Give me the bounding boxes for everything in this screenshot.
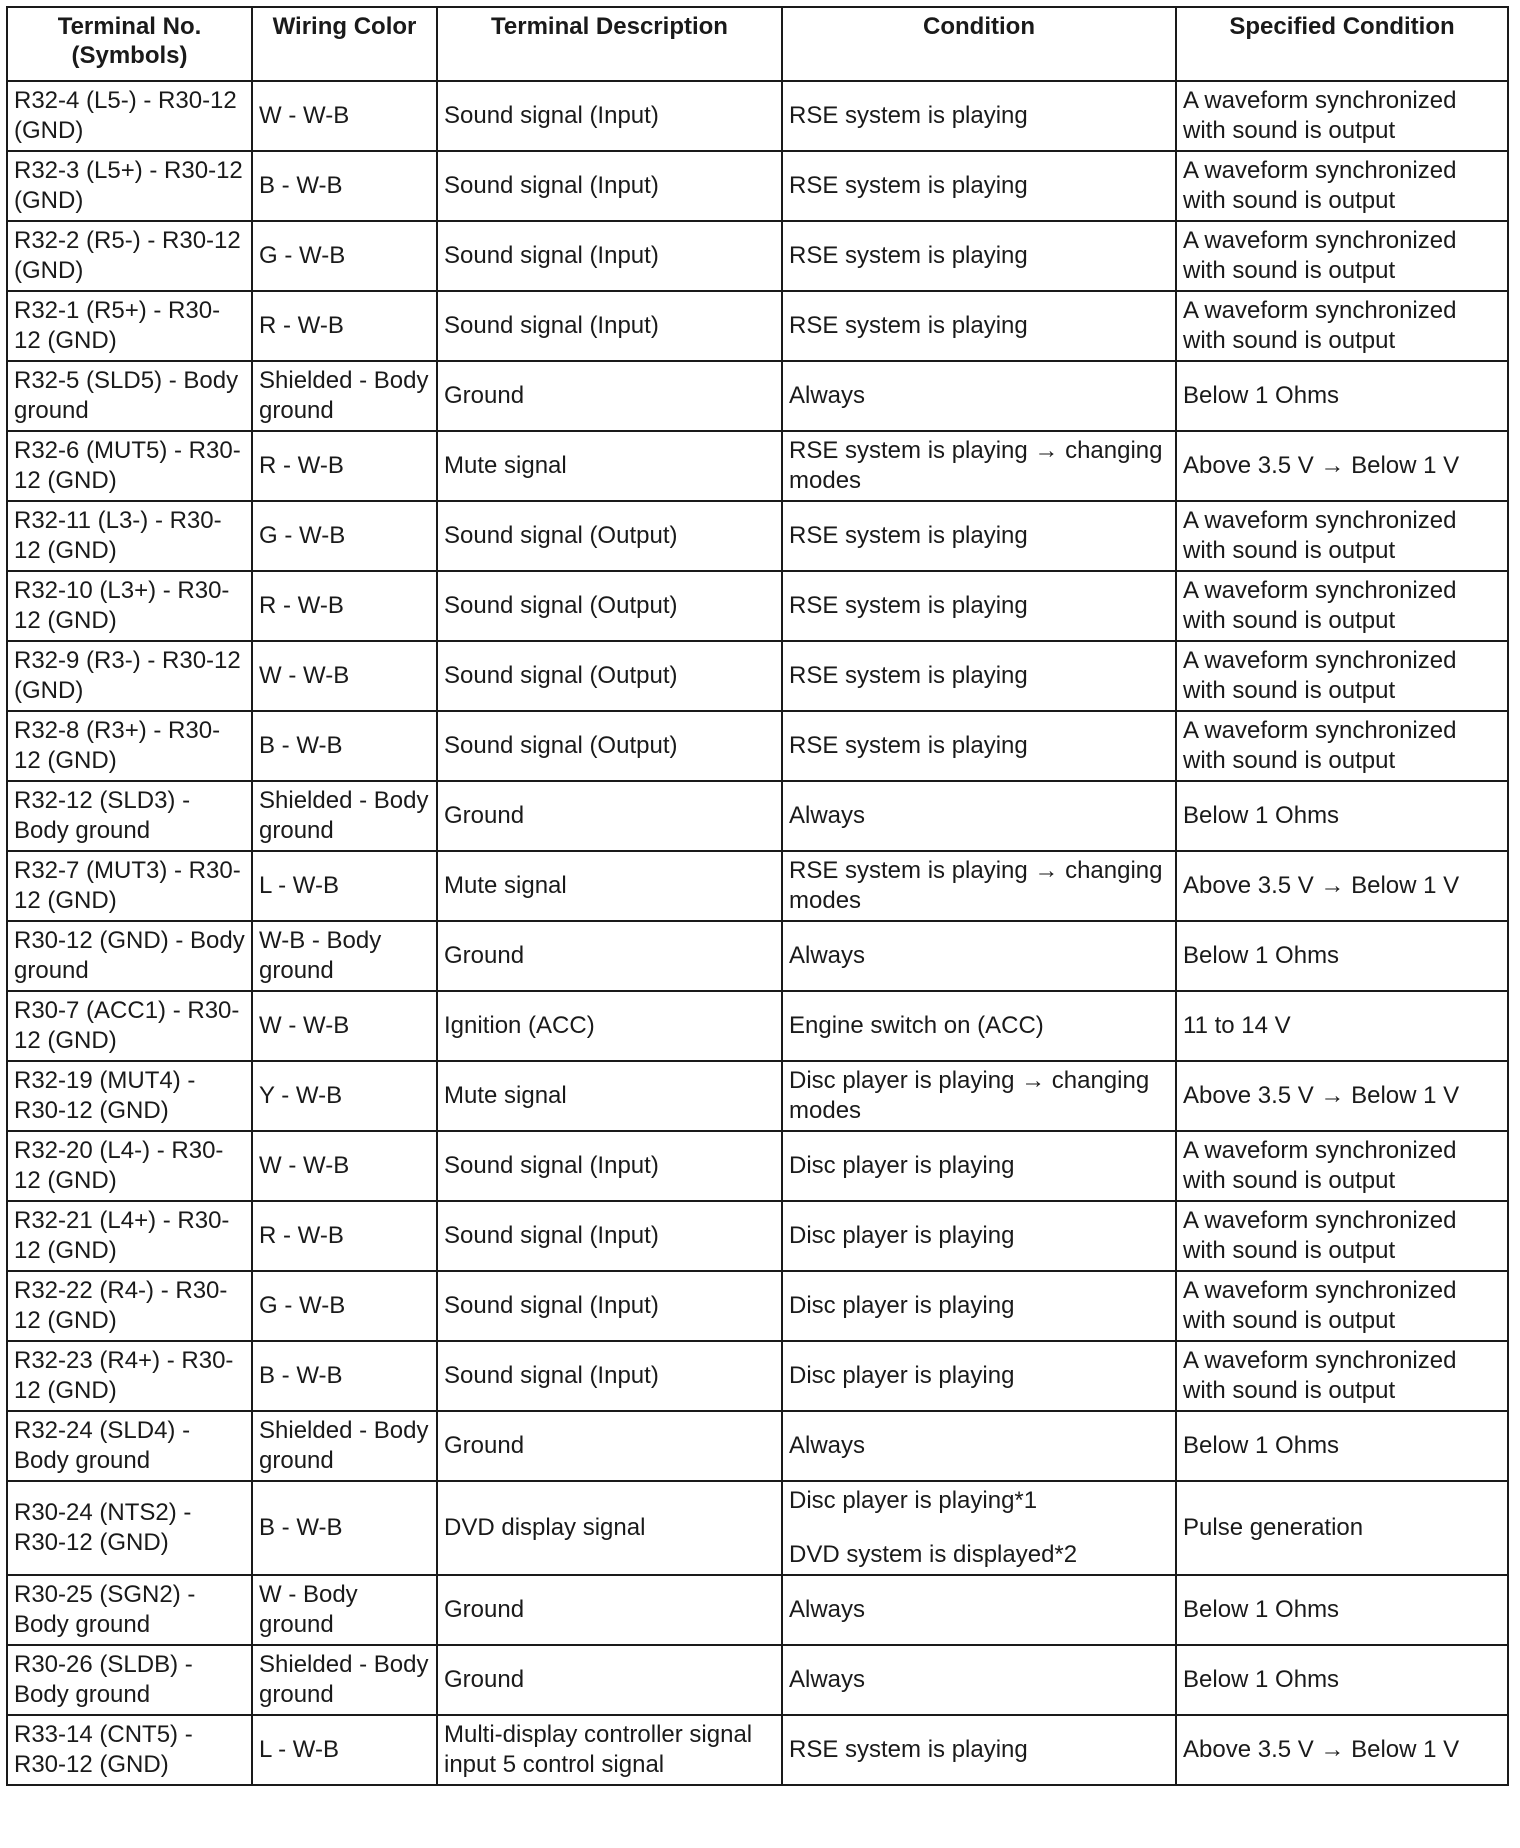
cell-specified-condition: A waveform synchronized with sound is output <box>1176 1131 1508 1201</box>
cell-wiring-color: G - W-B <box>252 1271 437 1341</box>
cell-terminal-no: R32-4 (L5-) - R30-12 (GND) <box>7 81 252 151</box>
terminal-table <box>6 6 1509 1786</box>
cell-wiring-color: B - W-B <box>252 1341 437 1411</box>
cell-specified-condition: Above 3.5 V → Below 1 V <box>1176 1715 1508 1785</box>
cell-specified-condition: A waveform synchronized with sound is output <box>1176 711 1508 781</box>
cell-terminal-no: R30-25 (SGN2) - Body ground <box>7 1575 252 1645</box>
cell-wiring-color: W - W-B <box>252 81 437 151</box>
cell-wiring-color: Y - W-B <box>252 1061 437 1131</box>
cell-condition: Disc player is playing <box>782 1131 1176 1201</box>
cell-wiring-color: Shielded - Body ground <box>252 361 437 431</box>
cell-terminal-no: R32-2 (R5-) - R30-12 (GND) <box>7 221 252 291</box>
cell-terminal-description: Ground <box>437 1645 782 1715</box>
cell-terminal-no: R32-6 (MUT5) - R30-12 (GND) <box>7 431 252 501</box>
cell-condition: RSE system is playing → changing modes <box>782 851 1176 921</box>
cell-wiring-color: L - W-B <box>252 1715 437 1785</box>
cell-terminal-description: Ignition (ACC) <box>437 991 782 1061</box>
cell-terminal-description: Multi-display controller signal input 5 control signal <box>437 1715 782 1785</box>
cell-terminal-no: R32-12 (SLD3) - Body ground <box>7 781 252 851</box>
cell-wiring-color: R - W-B <box>252 291 437 361</box>
cell-specified-condition: A waveform synchronized with sound is output <box>1176 641 1508 711</box>
cell-terminal-no: R30-7 (ACC1) - R30-12 (GND) <box>7 991 252 1061</box>
cell-wiring-color: B - W-B <box>252 151 437 221</box>
cell-wiring-color: Shielded - Body ground <box>252 781 437 851</box>
cell-specified-condition: Below 1 Ohms <box>1176 361 1508 431</box>
cell-specified-condition: A waveform synchronized with sound is output <box>1176 221 1508 291</box>
cell-specified-condition: Below 1 Ohms <box>1176 781 1508 851</box>
cell-terminal-no: R32-20 (L4-) - R30-12 (GND) <box>7 1131 252 1201</box>
cell-condition: RSE system is playing <box>782 291 1176 361</box>
cell-terminal-description: Ground <box>437 781 782 851</box>
cell-terminal-no: R32-8 (R3+) - R30-12 (GND) <box>7 711 252 781</box>
table-row <box>7 1411 1508 1481</box>
cell-condition: Disc player is playing <box>782 1341 1176 1411</box>
header-terminal-description: Terminal Description <box>437 7 782 81</box>
cell-specified-condition: Below 1 Ohms <box>1176 1411 1508 1481</box>
cell-wiring-color: W-B - Body ground <box>252 921 437 991</box>
cell-specified-condition: A waveform synchronized with sound is output <box>1176 1341 1508 1411</box>
cell-terminal-description: Sound signal (Output) <box>437 501 782 571</box>
cell-wiring-color: W - W-B <box>252 641 437 711</box>
cell-terminal-no: R32-9 (R3-) - R30-12 (GND) <box>7 641 252 711</box>
header-specified-condition: Specified Condition <box>1176 7 1508 81</box>
cell-wiring-color: B - W-B <box>252 1481 437 1575</box>
cell-condition: Engine switch on (ACC) <box>782 991 1176 1061</box>
cell-condition: RSE system is playing <box>782 711 1176 781</box>
cell-terminal-no: R32-5 (SLD5) - Body ground <box>7 361 252 431</box>
cell-condition: Always <box>782 361 1176 431</box>
cell-condition: RSE system is playing <box>782 501 1176 571</box>
table-row <box>7 81 1508 151</box>
cell-terminal-description: DVD display signal <box>437 1481 782 1575</box>
table-row <box>7 361 1508 431</box>
cell-wiring-color: W - W-B <box>252 1131 437 1201</box>
table-row <box>7 1645 1508 1715</box>
table-row <box>7 1715 1508 1785</box>
table-row <box>7 991 1508 1061</box>
cell-condition: Always <box>782 921 1176 991</box>
cell-wiring-color: W - Body ground <box>252 1575 437 1645</box>
cell-terminal-no: R30-12 (GND) - Body ground <box>7 921 252 991</box>
cell-terminal-description: Sound signal (Input) <box>437 151 782 221</box>
cell-terminal-description: Sound signal (Output) <box>437 711 782 781</box>
header-terminal-no: Terminal No. (Symbols) <box>7 7 252 81</box>
cell-condition: Disc player is playing <box>782 1271 1176 1341</box>
cell-wiring-color: L - W-B <box>252 851 437 921</box>
table-row <box>7 571 1508 641</box>
table-row <box>7 1481 1508 1575</box>
cell-terminal-description: Sound signal (Input) <box>437 1271 782 1341</box>
cell-terminal-description: Mute signal <box>437 1061 782 1131</box>
cell-condition: RSE system is playing <box>782 1715 1176 1785</box>
cell-terminal-no: R32-11 (L3-) - R30-12 (GND) <box>7 501 252 571</box>
cell-condition-line: DVD system is displayed*2 <box>789 1541 1078 1568</box>
cell-wiring-color: Shielded - Body ground <box>252 1411 437 1481</box>
cell-wiring-color: Shielded - Body ground <box>252 1645 437 1715</box>
cell-specified-condition: A waveform synchronized with sound is output <box>1176 81 1508 151</box>
cell-wiring-color: R - W-B <box>252 571 437 641</box>
cell-terminal-description: Sound signal (Input) <box>437 1341 782 1411</box>
cell-condition: RSE system is playing <box>782 641 1176 711</box>
cell-specified-condition: A waveform synchronized with sound is output <box>1176 1201 1508 1271</box>
cell-condition: RSE system is playing <box>782 221 1176 291</box>
cell-condition: Always <box>782 1411 1176 1481</box>
cell-wiring-color: B - W-B <box>252 711 437 781</box>
table-row <box>7 431 1508 501</box>
header-condition: Condition <box>782 7 1176 81</box>
cell-specified-condition: A waveform synchronized with sound is output <box>1176 1271 1508 1341</box>
cell-terminal-description: Mute signal <box>437 851 782 921</box>
table-row <box>7 781 1508 851</box>
cell-terminal-no: R32-22 (R4-) - R30-12 (GND) <box>7 1271 252 1341</box>
cell-terminal-description: Ground <box>437 1411 782 1481</box>
cell-specified-condition: A waveform synchronized with sound is output <box>1176 501 1508 571</box>
cell-specified-condition: Above 3.5 V → Below 1 V <box>1176 851 1508 921</box>
cell-terminal-description: Sound signal (Input) <box>437 221 782 291</box>
cell-condition: Always <box>782 1645 1176 1715</box>
cell-terminal-no: R32-23 (R4+) - R30-12 (GND) <box>7 1341 252 1411</box>
cell-specified-condition: Below 1 Ohms <box>1176 1575 1508 1645</box>
cell-wiring-color: R - W-B <box>252 431 437 501</box>
cell-condition: Always <box>782 1575 1176 1645</box>
cell-terminal-no: R33-14 (CNT5) - R30-12 (GND) <box>7 1715 252 1785</box>
cell-terminal-description: Sound signal (Output) <box>437 571 782 641</box>
cell-wiring-color: W - W-B <box>252 991 437 1061</box>
cell-terminal-description: Sound signal (Input) <box>437 1201 782 1271</box>
cell-terminal-no: R32-24 (SLD4) - Body ground <box>7 1411 252 1481</box>
cell-terminal-no: R32-19 (MUT4) - R30-12 (GND) <box>7 1061 252 1131</box>
table-row <box>7 1061 1508 1131</box>
cell-terminal-description: Sound signal (Output) <box>437 641 782 711</box>
cell-terminal-description: Sound signal (Input) <box>437 1131 782 1201</box>
cell-condition: RSE system is playing <box>782 571 1176 641</box>
table-row <box>7 151 1508 221</box>
cell-terminal-no: R32-10 (L3+) - R30-12 (GND) <box>7 571 252 641</box>
cell-specified-condition: A waveform synchronized with sound is output <box>1176 151 1508 221</box>
table-row <box>7 221 1508 291</box>
table-row <box>7 641 1508 711</box>
cell-condition: Disc player is playing <box>782 1201 1176 1271</box>
table-row <box>7 851 1508 921</box>
cell-specified-condition: Below 1 Ohms <box>1176 1645 1508 1715</box>
cell-terminal-description: Mute signal <box>437 431 782 501</box>
cell-terminal-description: Sound signal (Input) <box>437 291 782 361</box>
cell-condition <box>782 1481 1176 1575</box>
table-row <box>7 291 1508 361</box>
cell-specified-condition: Below 1 Ohms <box>1176 921 1508 991</box>
header-wiring-color: Wiring Color <box>252 7 437 81</box>
cell-condition: Disc player is playing → changing modes <box>782 1061 1176 1131</box>
cell-condition: RSE system is playing <box>782 151 1176 221</box>
cell-specified-condition: A waveform synchronized with sound is output <box>1176 571 1508 641</box>
cell-wiring-color: G - W-B <box>252 221 437 291</box>
cell-condition-line: Disc player is playing*1 <box>789 1487 1038 1514</box>
cell-terminal-no: R30-24 (NTS2) - R30-12 (GND) <box>7 1481 252 1575</box>
cell-terminal-no: R32-7 (MUT3) - R30-12 (GND) <box>7 851 252 921</box>
table-row <box>7 1341 1508 1411</box>
cell-specified-condition: Above 3.5 V → Below 1 V <box>1176 1061 1508 1131</box>
cell-condition: RSE system is playing → changing modes <box>782 431 1176 501</box>
cell-terminal-description: Ground <box>437 921 782 991</box>
cell-wiring-color: G - W-B <box>252 501 437 571</box>
cell-specified-condition: 11 to 14 V <box>1176 991 1508 1061</box>
table-body <box>7 81 1508 1785</box>
cell-terminal-no: R32-3 (L5+) - R30-12 (GND) <box>7 151 252 221</box>
header-row <box>7 7 1508 81</box>
table-row <box>7 1131 1508 1201</box>
cell-specified-condition: Pulse generation <box>1176 1481 1508 1575</box>
table-row <box>7 1201 1508 1271</box>
cell-terminal-description: Sound signal (Input) <box>437 81 782 151</box>
table-row <box>7 1271 1508 1341</box>
cell-terminal-no: R32-1 (R5+) - R30-12 (GND) <box>7 291 252 361</box>
cell-terminal-no: R30-26 (SLDB) - Body ground <box>7 1645 252 1715</box>
table-row <box>7 711 1508 781</box>
cell-terminal-description: Ground <box>437 361 782 431</box>
cell-condition: RSE system is playing <box>782 81 1176 151</box>
cell-condition: Always <box>782 781 1176 851</box>
table-row <box>7 1575 1508 1645</box>
cell-specified-condition: Above 3.5 V → Below 1 V <box>1176 431 1508 501</box>
table-row <box>7 501 1508 571</box>
cell-terminal-description: Ground <box>437 1575 782 1645</box>
cell-specified-condition: A waveform synchronized with sound is output <box>1176 291 1508 361</box>
cell-terminal-no: R32-21 (L4+) - R30-12 (GND) <box>7 1201 252 1271</box>
table-row <box>7 921 1508 991</box>
cell-wiring-color: R - W-B <box>252 1201 437 1271</box>
